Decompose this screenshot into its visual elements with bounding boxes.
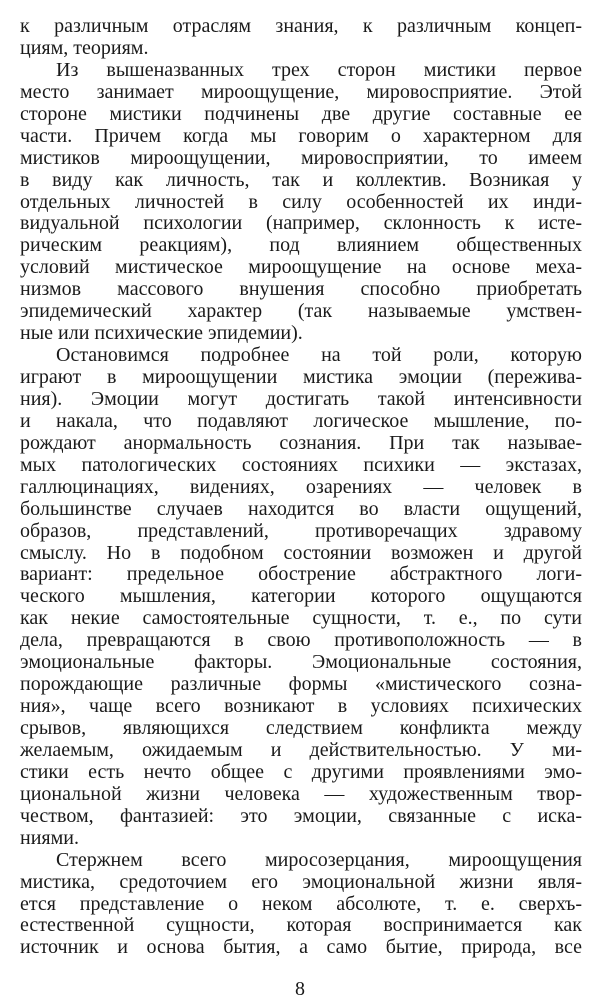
- text-line: отдельных личностей в силу особенностей их инди-: [20, 190, 582, 213]
- text-line: Остановимся подробнее на той роли, которую: [56, 344, 582, 367]
- text-line: стороне мистики подчинены две другие составные ее: [20, 102, 582, 125]
- text-line: чеством, фантазией: это эмоции, связанные с иска-: [20, 804, 582, 827]
- text-line: мых патологических состояниях психики — экстазах,: [20, 453, 582, 476]
- text-line: играют в мироощущении мистика эмоции (пережива-: [20, 366, 582, 388]
- book-page-text: [20, 16, 582, 959]
- text-line: Из вышеназванных трех сторон мистики первое: [56, 58, 582, 81]
- text-line: срывов, являющихся следствием конфликта между: [20, 717, 582, 739]
- text-line: мистика, средоточием его эмоциональной жизни явля-: [20, 870, 582, 893]
- text-line: условий мистическое мироощущение на основе меха-: [20, 256, 582, 279]
- text-line: эмоциональные факторы. Эмоциональные состояния,: [20, 651, 582, 674]
- text-line: желаемым, ожидаемым и действительностью. У ми-: [20, 738, 582, 761]
- page-number: 8: [295, 978, 305, 1000]
- text-line: в виду как личность, так и коллектив. Возникая у: [20, 168, 582, 191]
- text-line: мистиков мироощущении, мировосприятии, то имеем: [20, 146, 582, 169]
- text-line: порождающие различные формы «мистического созна-: [20, 673, 582, 696]
- paragraph: [20, 60, 582, 345]
- text-line: галлюцинациях, видениях, озарениях — человек в: [20, 475, 582, 498]
- text-line: части. Причем когда мы говорим о характерном для: [20, 124, 582, 147]
- text-line: видуальной психологии (например, склонность к исте-: [20, 212, 582, 235]
- text-line: ется представление о неком абсолюте, т. е. сверхъ-: [20, 892, 582, 915]
- text-line: вариант: предельное обострение абстрактного логи-: [20, 563, 582, 586]
- text-line: и накала, что подавляют логическое мышление, по-: [20, 409, 582, 432]
- text-line: большинстве случаев находится во власти ощущений,: [20, 497, 582, 520]
- text-line: источник и основа бытия, а само бытие, природа, все: [20, 936, 582, 959]
- text-line: ные или психические эпидемии).: [20, 322, 303, 345]
- text-line: рическим реакциям), под влиянием общественных: [20, 234, 582, 257]
- text-line: естественной сущности, которая воспринимается как: [20, 914, 582, 937]
- text-line: ния», чаще всего возникают в условиях психических: [20, 695, 582, 718]
- text-line: место занимает мироощущение, мировосприятие. Этой: [20, 80, 582, 103]
- text-line: ния). Эмоции могут достигать такой интенсивности: [20, 387, 582, 410]
- text-line: стики есть нечто общее с другими проявлениями эмо-: [20, 760, 582, 783]
- paragraph: [20, 345, 582, 850]
- text-line: дела, превращаются в свою противоположность — в: [20, 629, 582, 652]
- text-line: ческого мышления, категории которого ощущаются: [20, 585, 582, 608]
- text-line: циональной жизни человека — художественным твор-: [20, 782, 582, 805]
- text-line: как некие самостоятельные сущности, т. е., по сути: [20, 607, 582, 630]
- text-line: эпидемический характер (так называемые умствен-: [20, 300, 582, 323]
- text-line: циям, теориям.: [20, 36, 149, 59]
- text-line: низмов массового внушения способно приобретать: [20, 278, 582, 301]
- paragraph: [20, 16, 582, 60]
- text-line: рождают анормальность сознания. При так называе-: [20, 431, 582, 454]
- text-line: к различным отраслям знания, к различным концеп-: [20, 15, 582, 37]
- text-line: Стержнем всего миросозерцания, мироощущения: [56, 848, 582, 871]
- text-line: ниями.: [20, 826, 79, 849]
- paragraph: [20, 850, 582, 960]
- text-line: смыслу. Но в подобном состоянии возможен и другой: [20, 541, 582, 564]
- text-line: образов, представлений, противоречащих здравому: [20, 519, 582, 542]
